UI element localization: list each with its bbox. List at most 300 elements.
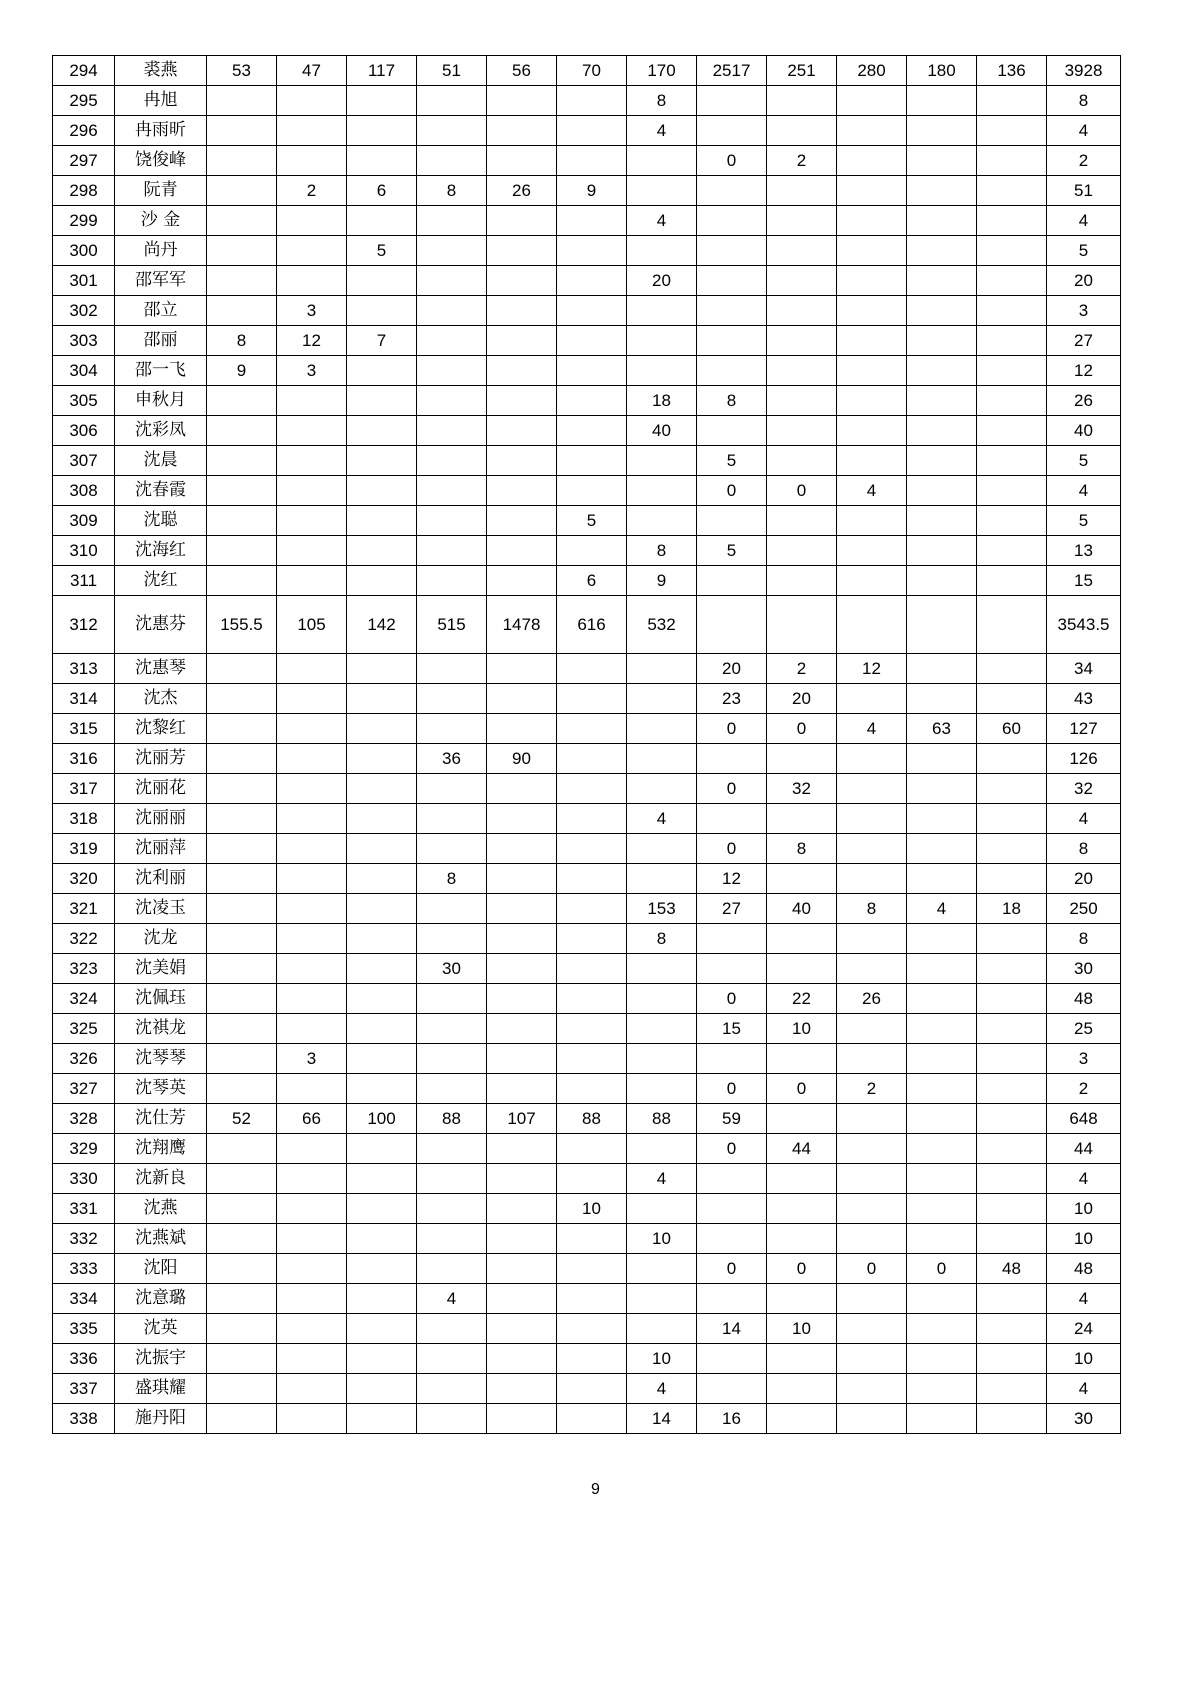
row-value-cell — [627, 864, 697, 894]
row-value-cell: 251 — [767, 56, 837, 86]
row-index-cell: 315 — [53, 714, 115, 744]
row-value-cell — [557, 116, 627, 146]
row-index-cell: 332 — [53, 1224, 115, 1254]
row-index-cell: 312 — [53, 596, 115, 654]
row-value-cell — [767, 326, 837, 356]
row-value-cell — [837, 206, 907, 236]
row-value-cell — [417, 236, 487, 266]
row-value-cell: 12 — [837, 654, 907, 684]
row-value-cell — [417, 1044, 487, 1074]
row-value-cell — [907, 1044, 977, 1074]
row-value-cell — [977, 116, 1047, 146]
row-value-cell — [207, 536, 277, 566]
row-value-cell — [837, 1104, 907, 1134]
row-value-cell — [837, 266, 907, 296]
row-value-cell — [417, 774, 487, 804]
row-index-cell: 295 — [53, 86, 115, 116]
row-value-cell: 52 — [207, 1104, 277, 1134]
row-value-cell — [627, 1314, 697, 1344]
row-index-cell: 302 — [53, 296, 115, 326]
row-value-cell: 63 — [907, 714, 977, 744]
row-value-cell — [697, 1344, 767, 1374]
row-name-cell: 沈燕斌 — [115, 1224, 207, 1254]
row-value-cell — [487, 774, 557, 804]
table-row — [53, 566, 1121, 596]
table-row — [53, 296, 1121, 326]
row-value-cell — [767, 1044, 837, 1074]
row-value-cell: 66 — [277, 1104, 347, 1134]
row-value-cell — [207, 1404, 277, 1434]
row-value-cell — [277, 1224, 347, 1254]
row-value-cell — [207, 1284, 277, 1314]
row-value-cell — [417, 296, 487, 326]
row-value-cell — [487, 1044, 557, 1074]
row-value-cell — [907, 266, 977, 296]
row-value-cell — [347, 116, 417, 146]
row-name-cell: 沈惠琴 — [115, 654, 207, 684]
row-value-cell — [627, 744, 697, 774]
row-value-cell — [557, 864, 627, 894]
table-row — [53, 206, 1121, 236]
table-row — [53, 954, 1121, 984]
row-value-cell: 117 — [347, 56, 417, 86]
row-value-cell — [627, 1074, 697, 1104]
row-value-cell — [207, 206, 277, 236]
row-value-cell — [767, 506, 837, 536]
row-total-cell: 40 — [1047, 416, 1121, 446]
row-value-cell — [767, 386, 837, 416]
row-value-cell — [977, 236, 1047, 266]
row-value-cell — [347, 984, 417, 1014]
table-row — [53, 834, 1121, 864]
row-name-cell: 沈黎红 — [115, 714, 207, 744]
row-value-cell: 8 — [627, 536, 697, 566]
row-value-cell — [347, 894, 417, 924]
row-value-cell — [837, 86, 907, 116]
row-value-cell: 616 — [557, 596, 627, 654]
row-value-cell — [627, 146, 697, 176]
row-index-cell: 306 — [53, 416, 115, 446]
row-value-cell — [557, 146, 627, 176]
row-value-cell — [627, 834, 697, 864]
row-value-cell — [557, 654, 627, 684]
row-value-cell — [207, 446, 277, 476]
row-value-cell — [907, 1404, 977, 1434]
row-value-cell — [487, 1224, 557, 1254]
row-value-cell — [207, 1254, 277, 1284]
row-value-cell — [277, 506, 347, 536]
row-value-cell — [837, 684, 907, 714]
row-total-cell: 48 — [1047, 1254, 1121, 1284]
row-value-cell: 8 — [697, 386, 767, 416]
row-value-cell: 56 — [487, 56, 557, 86]
row-value-cell — [487, 476, 557, 506]
row-index-cell: 330 — [53, 1164, 115, 1194]
row-value-cell — [837, 506, 907, 536]
row-value-cell — [837, 1224, 907, 1254]
row-value-cell — [697, 1284, 767, 1314]
row-value-cell — [207, 834, 277, 864]
row-value-cell — [277, 984, 347, 1014]
row-value-cell — [207, 744, 277, 774]
row-index-cell: 326 — [53, 1044, 115, 1074]
row-value-cell — [487, 804, 557, 834]
row-value-cell — [417, 1224, 487, 1254]
row-value-cell — [347, 924, 417, 954]
row-value-cell — [487, 206, 557, 236]
table-row — [53, 1014, 1121, 1044]
row-value-cell — [977, 356, 1047, 386]
row-value-cell — [557, 296, 627, 326]
row-value-cell — [417, 86, 487, 116]
row-name-cell: 邵一飞 — [115, 356, 207, 386]
row-value-cell — [907, 1374, 977, 1404]
row-value-cell — [487, 1314, 557, 1344]
row-value-cell — [837, 1374, 907, 1404]
table-row — [53, 804, 1121, 834]
row-value-cell: 3 — [277, 296, 347, 326]
row-value-cell: 6 — [347, 176, 417, 206]
row-value-cell — [627, 1014, 697, 1044]
row-value-cell — [767, 1404, 837, 1434]
row-value-cell — [347, 864, 417, 894]
row-name-cell: 饶俊峰 — [115, 146, 207, 176]
row-value-cell: 0 — [697, 1134, 767, 1164]
row-index-cell: 297 — [53, 146, 115, 176]
row-value-cell — [977, 326, 1047, 356]
row-value-cell: 6 — [557, 566, 627, 596]
row-value-cell: 47 — [277, 56, 347, 86]
row-value-cell — [837, 1194, 907, 1224]
table-row — [53, 1164, 1121, 1194]
row-value-cell — [837, 804, 907, 834]
table-row — [53, 654, 1121, 684]
row-value-cell: 0 — [697, 476, 767, 506]
row-value-cell — [207, 1164, 277, 1194]
row-name-cell: 沈春霞 — [115, 476, 207, 506]
row-index-cell: 304 — [53, 356, 115, 386]
row-name-cell: 沈新良 — [115, 1164, 207, 1194]
row-value-cell — [977, 924, 1047, 954]
row-value-cell — [417, 116, 487, 146]
row-value-cell — [277, 1404, 347, 1434]
row-total-cell: 32 — [1047, 774, 1121, 804]
row-value-cell — [627, 714, 697, 744]
row-name-cell: 尚丹 — [115, 236, 207, 266]
row-value-cell — [207, 116, 277, 146]
row-name-cell: 沈晨 — [115, 446, 207, 476]
row-value-cell: 70 — [557, 56, 627, 86]
row-value-cell: 14 — [697, 1314, 767, 1344]
row-value-cell — [907, 86, 977, 116]
row-index-cell: 333 — [53, 1254, 115, 1284]
table-row — [53, 744, 1121, 774]
row-value-cell — [837, 176, 907, 206]
row-value-cell: 9 — [627, 566, 697, 596]
table-row — [53, 1104, 1121, 1134]
row-value-cell — [277, 1134, 347, 1164]
row-value-cell — [347, 954, 417, 984]
row-total-cell: 4 — [1047, 1374, 1121, 1404]
row-name-cell: 申秋月 — [115, 386, 207, 416]
row-name-cell: 沈红 — [115, 566, 207, 596]
row-value-cell — [977, 86, 1047, 116]
row-value-cell — [837, 386, 907, 416]
row-value-cell: 40 — [627, 416, 697, 446]
row-index-cell: 307 — [53, 446, 115, 476]
row-value-cell: 53 — [207, 56, 277, 86]
row-value-cell — [627, 954, 697, 984]
row-value-cell: 0 — [837, 1254, 907, 1284]
row-value-cell: 0 — [697, 1074, 767, 1104]
row-value-cell — [557, 924, 627, 954]
row-value-cell — [697, 1044, 767, 1074]
row-value-cell — [977, 476, 1047, 506]
row-index-cell: 309 — [53, 506, 115, 536]
row-value-cell — [907, 1284, 977, 1314]
row-value-cell — [487, 1014, 557, 1044]
row-value-cell: 88 — [557, 1104, 627, 1134]
row-value-cell — [417, 1404, 487, 1434]
row-value-cell: 27 — [697, 894, 767, 924]
row-value-cell — [767, 954, 837, 984]
row-total-cell: 4 — [1047, 804, 1121, 834]
row-value-cell — [487, 146, 557, 176]
row-index-cell: 322 — [53, 924, 115, 954]
row-value-cell: 4 — [837, 476, 907, 506]
row-value-cell — [417, 654, 487, 684]
row-total-cell: 13 — [1047, 536, 1121, 566]
row-name-cell: 盛琪耀 — [115, 1374, 207, 1404]
row-value-cell: 8 — [417, 176, 487, 206]
row-value-cell — [697, 296, 767, 326]
row-value-cell — [697, 804, 767, 834]
row-name-cell: 阮青 — [115, 176, 207, 206]
row-value-cell — [627, 654, 697, 684]
row-index-cell: 316 — [53, 744, 115, 774]
row-value-cell — [697, 954, 767, 984]
row-value-cell — [977, 834, 1047, 864]
row-value-cell — [697, 206, 767, 236]
row-value-cell — [557, 356, 627, 386]
row-value-cell — [767, 356, 837, 386]
row-value-cell — [907, 296, 977, 326]
row-value-cell — [277, 654, 347, 684]
row-value-cell — [487, 864, 557, 894]
table-row — [53, 266, 1121, 296]
row-name-cell: 裘燕 — [115, 56, 207, 86]
row-value-cell — [557, 1314, 627, 1344]
row-value-cell — [837, 1014, 907, 1044]
row-value-cell — [207, 416, 277, 446]
row-value-cell — [767, 296, 837, 326]
row-value-cell — [837, 954, 907, 984]
row-value-cell — [977, 744, 1047, 774]
row-value-cell — [557, 446, 627, 476]
row-value-cell — [977, 1134, 1047, 1164]
row-value-cell — [697, 566, 767, 596]
row-index-cell: 303 — [53, 326, 115, 356]
row-index-cell: 305 — [53, 386, 115, 416]
row-value-cell — [347, 1014, 417, 1044]
row-value-cell — [907, 176, 977, 206]
row-index-cell: 308 — [53, 476, 115, 506]
row-total-cell: 250 — [1047, 894, 1121, 924]
table-row — [53, 1344, 1121, 1374]
row-value-cell — [907, 1164, 977, 1194]
row-name-cell: 沈翔鹰 — [115, 1134, 207, 1164]
row-value-cell — [907, 1104, 977, 1134]
table-row — [53, 1254, 1121, 1284]
row-value-cell — [207, 1134, 277, 1164]
row-value-cell: 4 — [907, 894, 977, 924]
row-value-cell — [347, 206, 417, 236]
row-total-cell: 30 — [1047, 954, 1121, 984]
table-row — [53, 446, 1121, 476]
row-value-cell — [487, 416, 557, 446]
row-value-cell: 107 — [487, 1104, 557, 1134]
row-value-cell — [837, 326, 907, 356]
row-value-cell — [347, 566, 417, 596]
row-value-cell — [417, 1254, 487, 1284]
row-total-cell: 12 — [1047, 356, 1121, 386]
row-value-cell — [977, 774, 1047, 804]
row-value-cell: 2 — [767, 146, 837, 176]
row-value-cell — [907, 146, 977, 176]
row-value-cell — [907, 1194, 977, 1224]
row-value-cell: 10 — [627, 1224, 697, 1254]
row-index-cell: 338 — [53, 1404, 115, 1434]
row-value-cell: 26 — [487, 176, 557, 206]
row-value-cell — [627, 326, 697, 356]
row-value-cell — [907, 984, 977, 1014]
row-value-cell: 4 — [627, 206, 697, 236]
row-value-cell — [907, 954, 977, 984]
row-value-cell: 10 — [767, 1314, 837, 1344]
table-row — [53, 56, 1121, 86]
row-total-cell: 4 — [1047, 1284, 1121, 1314]
row-value-cell — [907, 506, 977, 536]
row-value-cell — [277, 744, 347, 774]
row-value-cell — [907, 116, 977, 146]
row-value-cell — [977, 1404, 1047, 1434]
row-value-cell — [907, 1344, 977, 1374]
row-value-cell — [557, 326, 627, 356]
row-value-cell: 136 — [977, 56, 1047, 86]
row-index-cell: 317 — [53, 774, 115, 804]
row-value-cell — [837, 566, 907, 596]
row-index-cell: 324 — [53, 984, 115, 1014]
row-value-cell: 5 — [347, 236, 417, 266]
row-total-cell: 3928 — [1047, 56, 1121, 86]
table-row — [53, 684, 1121, 714]
row-value-cell — [277, 236, 347, 266]
row-value-cell — [277, 206, 347, 236]
row-value-cell — [487, 984, 557, 1014]
row-value-cell — [697, 356, 767, 386]
row-value-cell: 2 — [277, 176, 347, 206]
row-total-cell: 648 — [1047, 1104, 1121, 1134]
table-row — [53, 146, 1121, 176]
row-value-cell: 170 — [627, 56, 697, 86]
row-total-cell: 127 — [1047, 714, 1121, 744]
row-value-cell — [767, 1194, 837, 1224]
table-row — [53, 176, 1121, 206]
row-value-cell — [907, 326, 977, 356]
row-value-cell — [627, 296, 697, 326]
table-row — [53, 596, 1121, 654]
row-value-cell — [207, 894, 277, 924]
row-value-cell — [417, 924, 487, 954]
row-name-cell: 沈佩珏 — [115, 984, 207, 1014]
row-value-cell — [347, 1134, 417, 1164]
row-value-cell — [767, 176, 837, 206]
row-value-cell — [627, 356, 697, 386]
row-value-cell — [907, 864, 977, 894]
row-value-cell: 12 — [697, 864, 767, 894]
row-name-cell: 沈龙 — [115, 924, 207, 954]
row-value-cell — [697, 924, 767, 954]
row-value-cell — [977, 446, 1047, 476]
row-total-cell: 25 — [1047, 1014, 1121, 1044]
row-value-cell — [907, 774, 977, 804]
row-value-cell: 0 — [697, 834, 767, 864]
row-value-cell — [697, 416, 767, 446]
row-value-cell — [977, 296, 1047, 326]
row-value-cell — [207, 984, 277, 1014]
row-value-cell — [417, 206, 487, 236]
row-value-cell — [767, 596, 837, 654]
row-total-cell: 5 — [1047, 446, 1121, 476]
row-value-cell — [627, 446, 697, 476]
row-value-cell — [347, 446, 417, 476]
row-total-cell: 3543.5 — [1047, 596, 1121, 654]
row-value-cell — [557, 416, 627, 446]
row-value-cell — [417, 266, 487, 296]
row-value-cell — [487, 1404, 557, 1434]
row-value-cell — [557, 86, 627, 116]
row-total-cell: 2 — [1047, 146, 1121, 176]
row-value-cell — [977, 266, 1047, 296]
row-value-cell — [557, 984, 627, 1014]
row-value-cell — [557, 894, 627, 924]
row-value-cell — [907, 1224, 977, 1254]
row-value-cell: 20 — [627, 266, 697, 296]
row-index-cell: 336 — [53, 1344, 115, 1374]
row-value-cell — [907, 1314, 977, 1344]
row-value-cell — [277, 116, 347, 146]
table-row — [53, 1404, 1121, 1434]
row-value-cell — [347, 1044, 417, 1074]
table-row — [53, 506, 1121, 536]
row-name-cell: 沈振宇 — [115, 1344, 207, 1374]
records-table — [52, 55, 1121, 1434]
row-value-cell — [837, 1284, 907, 1314]
row-total-cell: 2 — [1047, 1074, 1121, 1104]
row-value-cell — [277, 416, 347, 446]
row-value-cell — [977, 804, 1047, 834]
row-value-cell — [557, 744, 627, 774]
row-value-cell — [207, 954, 277, 984]
row-value-cell — [767, 1224, 837, 1254]
row-value-cell: 3 — [277, 356, 347, 386]
row-value-cell — [277, 924, 347, 954]
row-value-cell — [487, 236, 557, 266]
row-value-cell — [977, 1314, 1047, 1344]
row-value-cell — [907, 596, 977, 654]
table-row — [53, 714, 1121, 744]
row-index-cell: 328 — [53, 1104, 115, 1134]
